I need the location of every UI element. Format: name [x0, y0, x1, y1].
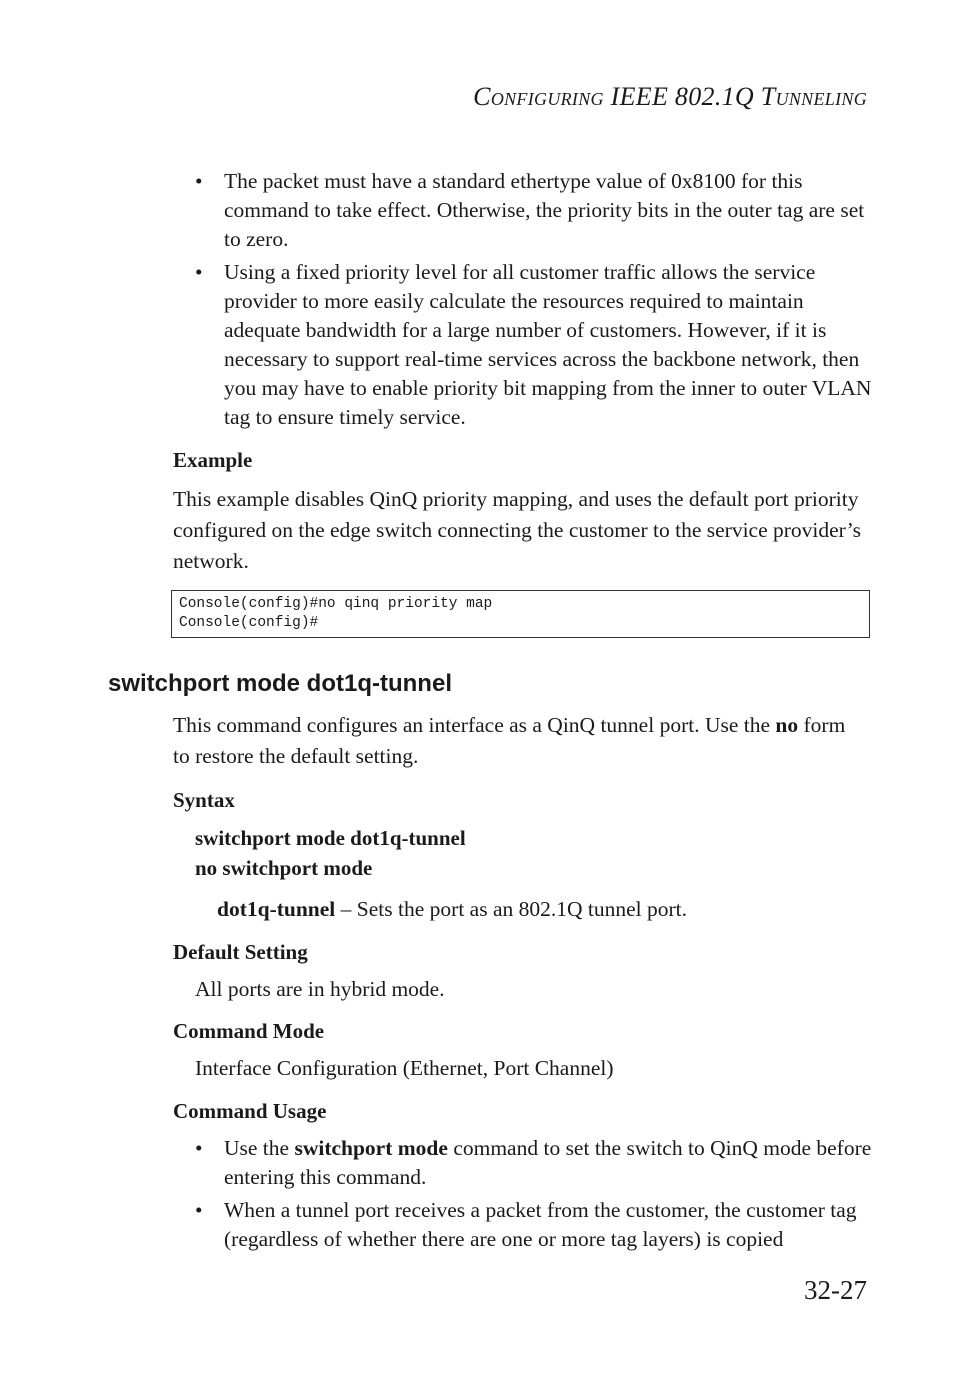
default-setting-text: All ports are in hybrid mode.: [195, 977, 445, 1001]
syntax-line: switchport mode dot1q-tunnel: [195, 826, 466, 850]
list-item: [195, 1134, 875, 1192]
bullet-marker: •: [195, 260, 203, 284]
syntax-line: no switchport mode: [195, 856, 373, 880]
running-head: [473, 82, 867, 112]
section-desc-text: form to restore the default setting.: [173, 713, 846, 768]
code-example: [171, 590, 870, 638]
syntax-heading: Syntax: [173, 788, 235, 812]
syntax-block: [195, 823, 466, 883]
bullet-marker: •: [195, 169, 203, 193]
example-heading: Example: [173, 448, 253, 472]
no-keyword: no: [775, 713, 799, 737]
list-item: [195, 167, 875, 254]
list-item: [195, 1196, 875, 1254]
section-desc-text: This command configures an interface as a QinQ tunnel port. Use the: [173, 713, 776, 737]
bullet-text: The packet must have a standard ethertype value of 0x8100 for this command to take effect. Otherwise, the priority bits in the outer tag are set to zero.: [224, 169, 865, 251]
section-description: [173, 710, 863, 772]
parameter-name: dot1q-tunnel: [217, 897, 336, 921]
command-mode-heading: Command Mode: [173, 1019, 325, 1043]
bullet-text: When a tunnel port receives a packet from the customer, the customer tag (regardless of whether there are one or more tag layers) is copied: [224, 1198, 857, 1251]
code-line: Console(config)#: [179, 615, 319, 631]
syntax-parameter: [217, 895, 687, 924]
command-mode-text: Interface Configuration (Ethernet, Port Channel): [195, 1056, 614, 1080]
command-usage-heading: Command Usage: [173, 1099, 327, 1123]
bullet-marker: •: [195, 1136, 203, 1160]
bullet-text: Using a fixed priority level for all customer traffic allows the service provider to more easily calculate the resources required to maintain adequate bandwidth for a large number of customers. However, if it is necessary to support real-time services across the backbone network, then you may have to enable priority bit mapping from the inner to outer VLAN tag to ensure timely service.: [224, 260, 872, 429]
command-keyword: switchport mode: [294, 1136, 448, 1160]
default-setting-heading: Default Setting: [173, 940, 308, 964]
running-head-c1: C: [473, 82, 491, 111]
list-item: [195, 258, 875, 432]
bullet-text: command to set the switch to QinQ mode before entering this command.: [224, 1136, 872, 1189]
command-usage-list: [195, 1134, 875, 1258]
parameter-description: – Sets the port as an 802.1Q tunnel port.: [335, 897, 688, 921]
code-line: Console(config)#no qinq priority map: [179, 596, 493, 612]
running-head-c4: UNNELING: [775, 89, 867, 109]
bullet-marker: •: [195, 1198, 203, 1222]
bullet-text: Use the: [224, 1136, 295, 1160]
running-head-c2: ONFIGURING: [490, 89, 604, 109]
running-head-c3: IEEE 802.1Q T: [603, 82, 776, 111]
example-description: This example disables QinQ priority mapping, and uses the default port priority configured on the edge switch connecting the customer to the service provider’s network.: [173, 487, 861, 573]
intro-bullet-list: [195, 167, 875, 436]
page-number: 32-27: [804, 1275, 867, 1305]
section-title: switchport mode dot1q-tunnel: [108, 670, 452, 697]
